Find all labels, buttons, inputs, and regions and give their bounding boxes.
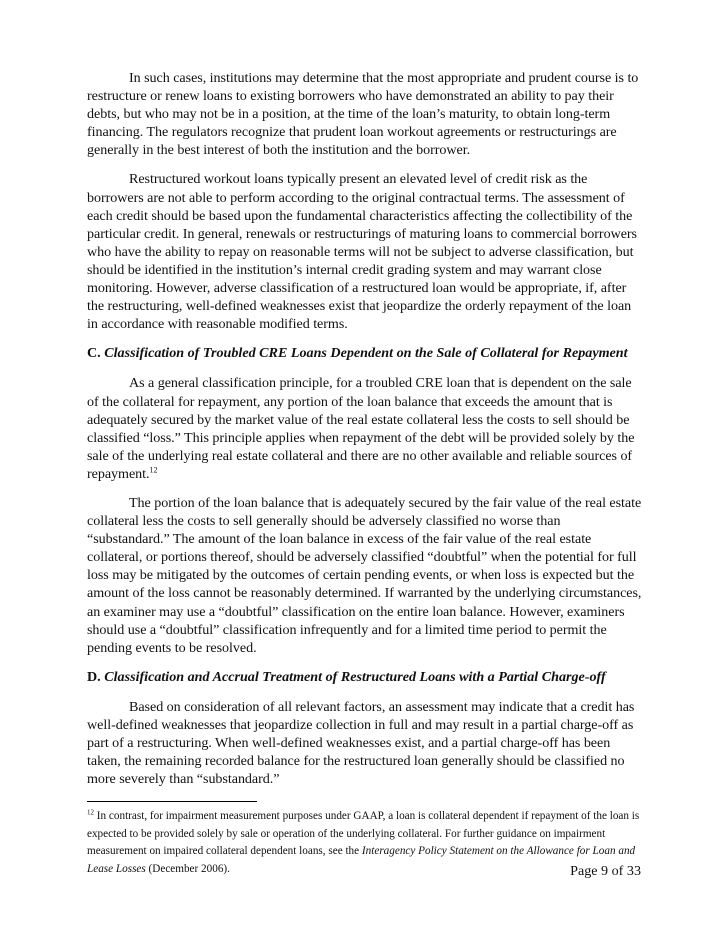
section-d-letter: D. xyxy=(87,668,101,685)
section-c-letter: C. xyxy=(87,345,101,362)
page-number: Page 9 of 33 xyxy=(570,863,641,879)
section-d-title: Classification and Accrual Treatment of Restructured Loans with a Partial Charge-off xyxy=(104,668,606,685)
footnote-divider xyxy=(87,801,257,802)
paragraph-substandard-doubtful: The portion of the loan balance that is adequately secured by the fair value of the real estate collateral less the costs to sell generally should be adversely classified no worse than “substandard.” The amount of the loan balance in excess of the fair value of the real estate collateral, or portions thereof, should be adversely classified “doubtful” when the potential for full loss may be mitigated by the outcomes of certain pending events, or when loss is expected but the amount of the loss cannot be reasonably determined. If warranted by the underlying circumstances, an examiner may use a “doubtful” classification on the entire loan balance. However, examiners should use a “doubtful” classification infrequently and for a limited time period to permit the pending events to be resolved. xyxy=(87,494,642,656)
footnote-text-after: (December 2006). xyxy=(145,862,230,875)
footnote-text-before: In contrast, for impairment measurement purposes under GAAP, a loan is collateral dependent if repayment of the loan is expected to be provided solely by sale or operation of the underlying collateral. For further guidance on impairment measurement on impaired collateral dependent loans, see the xyxy=(87,810,640,858)
section-c-heading xyxy=(87,344,643,362)
footnote-12 xyxy=(87,808,643,878)
paragraph-partial-charge-off: Based on consideration of all relevant factors, an assessment may indicate that a credit has well-defined weaknesses that jeopardize collection in full and may result in a partial charge-off as part of a restructuring. When well-defined weaknesses exist, and a partial charge-off has been taken, the remaining recorded balance for the restructured loan generally should be classified no more severely than “substandard.” xyxy=(87,698,635,788)
page-content xyxy=(87,69,643,878)
footnote-reference-12: 12 xyxy=(149,465,158,475)
paragraph-workout-intro: In such cases, institutions may determine that the most appropriate and prudent course is to restructure or renew loans to existing borrowers who have demonstrated an ability to pay their debts, but who may not be in a position, at the time of the loan’s maturity, to obtain long-term financing. The regulators recognize that prudent loan workout agreements or restructurings are generally in the best interest of both the institution and the borrower. xyxy=(87,70,639,159)
section-d-heading xyxy=(87,668,643,686)
paragraph-classification-principle xyxy=(87,374,643,483)
footnote-number: 12 xyxy=(87,808,94,817)
paragraph-classification-principle-text: As a general classification principle, for a troubled CRE loan that is dependent on the sale of the collateral for repayment, any portion of the loan balance that exceeds the amount that is adequately secured by the market value of the real estate collateral less the costs to sell should be classified “loss.” This principle applies when repayment of the debt will be provided solely by the sale of the underlying real estate collateral and there are no other available and reliable sources of repayment. xyxy=(87,375,635,482)
section-c-title: Classification of Troubled CRE Loans Dependent on the Sale of Collateral for Repayment xyxy=(104,345,628,362)
footnote-policy-title: Interagency Policy Statement on the Allowance for Loan and Lease Losses xyxy=(87,845,636,875)
paragraph-restructured-risk: Restructured workout loans typically present an elevated level of credit risk as the borrowers are not able to perform according to the original contractual terms. The assessment of each credit should be based upon the fundamental characteristics affecting the collectibility of the particular credit. In general, renewals or restructurings of maturing loans to commercial borrowers who have the ability to repay on reasonable terms will not be subject to adverse classification, but should be identified in the institution’s internal credit grading system and may warrant close monitoring. However, adverse classification of a restructured loan would be appropriate, if, after the restructuring, well-defined weaknesses exist that jeopardize the orderly repayment of the loan in accordance with reasonable modified terms. xyxy=(87,171,637,333)
